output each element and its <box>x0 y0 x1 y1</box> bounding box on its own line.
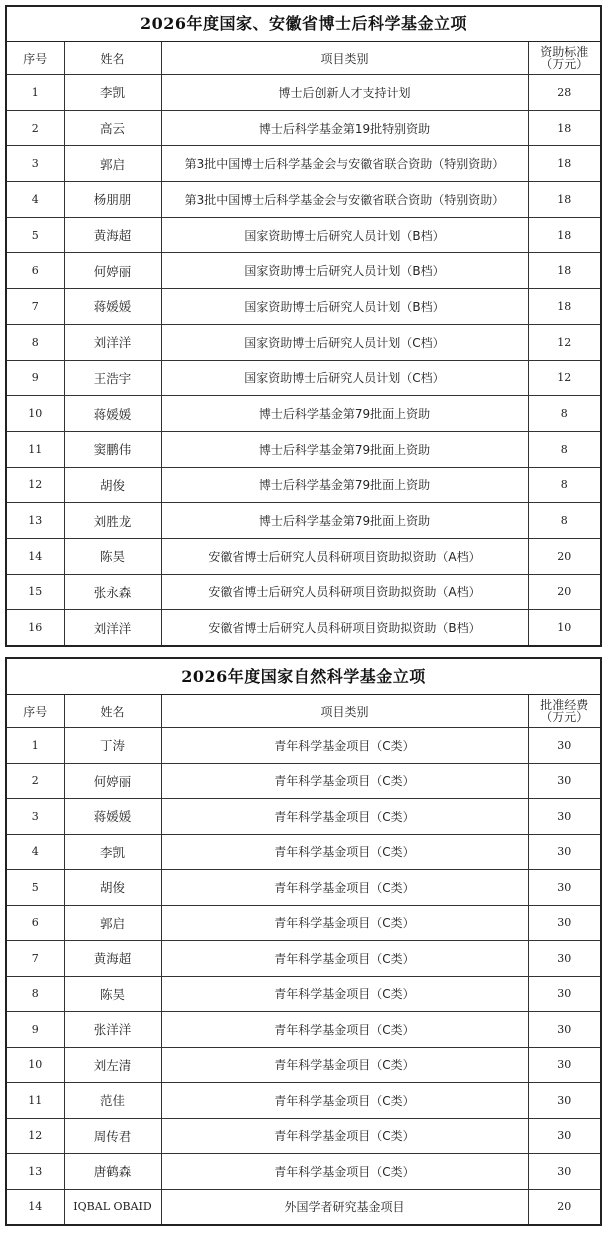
row-category: 青年科学基金项目（C类） <box>161 1154 528 1190</box>
table-row <box>7 834 600 870</box>
row-amount: 20 <box>528 574 600 610</box>
row-index: 9 <box>7 1012 64 1048</box>
header-amount-line1: 资助标准 <box>540 45 589 59</box>
row-index: 2 <box>7 110 64 146</box>
row-name: 张永森 <box>64 574 161 610</box>
row-amount: 30 <box>528 870 600 906</box>
row-index: 13 <box>7 503 64 539</box>
header-index: 序号 <box>7 42 64 75</box>
row-name: 蒋媛媛 <box>64 799 161 835</box>
row-amount: 30 <box>528 905 600 941</box>
row-amount: 18 <box>528 253 600 289</box>
row-amount: 8 <box>528 503 600 539</box>
row-amount: 30 <box>528 1012 600 1048</box>
nsfc-fund-grid <box>7 695 600 1224</box>
row-name: 唐鹤森 <box>64 1154 161 1190</box>
table-row <box>7 1047 600 1083</box>
row-index: 2 <box>7 763 64 799</box>
row-category: 博士后科学基金第79批面上资助 <box>161 396 528 432</box>
row-name: 陈昊 <box>64 538 161 574</box>
header-name: 姓名 <box>64 695 161 728</box>
row-amount: 12 <box>528 324 600 360</box>
row-category: 青年科学基金项目（C类） <box>161 905 528 941</box>
row-category: 青年科学基金项目（C类） <box>161 941 528 977</box>
header-name: 姓名 <box>64 42 161 75</box>
row-name: 范佳 <box>64 1083 161 1119</box>
header-amount <box>528 42 600 75</box>
row-name: 高云 <box>64 110 161 146</box>
row-category: 青年科学基金项目（C类） <box>161 834 528 870</box>
row-amount: 8 <box>528 431 600 467</box>
header-index: 序号 <box>7 695 64 728</box>
nsfc-fund-table <box>5 657 602 1226</box>
row-amount: 30 <box>528 763 600 799</box>
row-category: 外国学者研究基金项目 <box>161 1189 528 1224</box>
row-amount: 30 <box>528 834 600 870</box>
row-amount: 30 <box>528 799 600 835</box>
row-index: 12 <box>7 467 64 503</box>
table-row <box>7 324 600 360</box>
header-category: 项目类别 <box>161 42 528 75</box>
row-name: 刘胜龙 <box>64 503 161 539</box>
row-category: 青年科学基金项目（C类） <box>161 1083 528 1119</box>
table-row <box>7 182 600 218</box>
row-name: 刘洋洋 <box>64 324 161 360</box>
row-index: 13 <box>7 1154 64 1190</box>
row-category: 安徽省博士后研究人员科研项目资助拟资助（A档） <box>161 538 528 574</box>
postdoc-fund-table <box>5 5 602 647</box>
table-row <box>7 110 600 146</box>
row-name: IQBAL OBAID <box>64 1189 161 1224</box>
row-index: 15 <box>7 574 64 610</box>
table-row <box>7 763 600 799</box>
row-amount: 8 <box>528 396 600 432</box>
row-name: 刘洋洋 <box>64 610 161 645</box>
row-category: 安徽省博士后研究人员科研项目资助拟资助（B档） <box>161 610 528 645</box>
table-row <box>7 431 600 467</box>
row-index: 4 <box>7 834 64 870</box>
row-index: 9 <box>7 360 64 396</box>
row-category: 博士后科学基金第79批面上资助 <box>161 503 528 539</box>
table-row <box>7 75 600 111</box>
table-row <box>7 976 600 1012</box>
table-title: 2026年度国家、安徽省博士后科学基金立项 <box>7 7 600 42</box>
table-row <box>7 1083 600 1119</box>
row-amount: 30 <box>528 728 600 764</box>
table-row <box>7 289 600 325</box>
row-category: 青年科学基金项目（C类） <box>161 728 528 764</box>
row-category: 博士后创新人才支持计划 <box>161 75 528 111</box>
row-name: 王浩宇 <box>64 360 161 396</box>
table-row <box>7 253 600 289</box>
table-row <box>7 217 600 253</box>
row-name: 黄海超 <box>64 941 161 977</box>
table-row <box>7 905 600 941</box>
row-category: 博士后科学基金第79批面上资助 <box>161 467 528 503</box>
row-index: 7 <box>7 941 64 977</box>
row-index: 10 <box>7 1047 64 1083</box>
row-amount: 30 <box>528 1154 600 1190</box>
table-row <box>7 503 600 539</box>
table-row <box>7 1189 600 1224</box>
row-name: 何婷丽 <box>64 253 161 289</box>
row-index: 11 <box>7 1083 64 1119</box>
table-row <box>7 870 600 906</box>
row-category: 第3批中国博士后科学基金会与安徽省联合资助（特别资助） <box>161 182 528 218</box>
row-name: 张洋洋 <box>64 1012 161 1048</box>
row-amount: 8 <box>528 467 600 503</box>
table-row <box>7 1118 600 1154</box>
row-category: 青年科学基金项目（C类） <box>161 1012 528 1048</box>
row-category: 青年科学基金项目（C类） <box>161 870 528 906</box>
table-row <box>7 360 600 396</box>
row-category: 国家资助博士后研究人员计划（C档） <box>161 360 528 396</box>
row-index: 14 <box>7 538 64 574</box>
table-row <box>7 396 600 432</box>
postdoc-fund-grid <box>7 42 600 645</box>
row-amount: 20 <box>528 538 600 574</box>
row-index: 7 <box>7 289 64 325</box>
table-row <box>7 1012 600 1048</box>
row-amount: 28 <box>528 75 600 111</box>
row-index: 5 <box>7 870 64 906</box>
row-amount: 10 <box>528 610 600 645</box>
row-name: 何婷丽 <box>64 763 161 799</box>
table-row <box>7 941 600 977</box>
row-category: 博士后科学基金第19批特别资助 <box>161 110 528 146</box>
row-category: 青年科学基金项目（C类） <box>161 1047 528 1083</box>
row-amount: 30 <box>528 1047 600 1083</box>
table-title: 2026年度国家自然科学基金立项 <box>7 659 600 695</box>
table-row <box>7 1154 600 1190</box>
row-category: 国家资助博士后研究人员计划（B档） <box>161 217 528 253</box>
row-category: 青年科学基金项目（C类） <box>161 976 528 1012</box>
table-row <box>7 799 600 835</box>
row-name: 李凯 <box>64 834 161 870</box>
header-amount-line2: （万元） <box>540 710 589 724</box>
row-name: 杨朋朋 <box>64 182 161 218</box>
row-index: 14 <box>7 1189 64 1224</box>
header-amount <box>528 695 600 728</box>
row-category: 国家资助博士后研究人员计划（B档） <box>161 289 528 325</box>
row-amount: 12 <box>528 360 600 396</box>
row-name: 蒋媛媛 <box>64 289 161 325</box>
row-name: 刘左清 <box>64 1047 161 1083</box>
row-name: 胡俊 <box>64 870 161 906</box>
row-index: 11 <box>7 431 64 467</box>
row-index: 8 <box>7 976 64 1012</box>
row-amount: 18 <box>528 217 600 253</box>
table-row <box>7 538 600 574</box>
row-name: 郭启 <box>64 905 161 941</box>
row-name: 李凯 <box>64 75 161 111</box>
table-row <box>7 146 600 182</box>
table-row <box>7 467 600 503</box>
row-index: 5 <box>7 217 64 253</box>
row-index: 3 <box>7 799 64 835</box>
row-category: 国家资助博士后研究人员计划（B档） <box>161 253 528 289</box>
row-name: 蒋媛媛 <box>64 396 161 432</box>
row-name: 郭启 <box>64 146 161 182</box>
header-row <box>7 695 600 728</box>
row-category: 青年科学基金项目（C类） <box>161 763 528 799</box>
row-index: 10 <box>7 396 64 432</box>
row-name: 胡俊 <box>64 467 161 503</box>
row-index: 6 <box>7 253 64 289</box>
row-category: 国家资助博士后研究人员计划（C档） <box>161 324 528 360</box>
row-category: 第3批中国博士后科学基金会与安徽省联合资助（特别资助） <box>161 146 528 182</box>
row-index: 6 <box>7 905 64 941</box>
row-index: 12 <box>7 1118 64 1154</box>
table-row <box>7 728 600 764</box>
row-category: 安徽省博士后研究人员科研项目资助拟资助（A档） <box>161 574 528 610</box>
row-name: 陈昊 <box>64 976 161 1012</box>
row-amount: 18 <box>528 182 600 218</box>
row-index: 8 <box>7 324 64 360</box>
row-amount: 18 <box>528 146 600 182</box>
row-name: 窦鹏伟 <box>64 431 161 467</box>
row-name: 黄海超 <box>64 217 161 253</box>
row-category: 青年科学基金项目（C类） <box>161 1118 528 1154</box>
row-index: 16 <box>7 610 64 645</box>
row-amount: 30 <box>528 976 600 1012</box>
row-index: 4 <box>7 182 64 218</box>
row-index: 1 <box>7 728 64 764</box>
row-amount: 18 <box>528 289 600 325</box>
header-amount-line2: （万元） <box>540 57 589 71</box>
row-amount: 30 <box>528 1118 600 1154</box>
row-index: 1 <box>7 75 64 111</box>
table-row <box>7 610 600 645</box>
header-amount-line1: 批准经费 <box>540 698 589 712</box>
row-name: 丁涛 <box>64 728 161 764</box>
row-category: 博士后科学基金第79批面上资助 <box>161 431 528 467</box>
header-category: 项目类别 <box>161 695 528 728</box>
row-amount: 30 <box>528 1083 600 1119</box>
row-name: 周传君 <box>64 1118 161 1154</box>
row-amount: 20 <box>528 1189 600 1224</box>
row-amount: 18 <box>528 110 600 146</box>
row-amount: 30 <box>528 941 600 977</box>
row-category: 青年科学基金项目（C类） <box>161 799 528 835</box>
header-row <box>7 42 600 75</box>
table-row <box>7 574 600 610</box>
row-index: 3 <box>7 146 64 182</box>
